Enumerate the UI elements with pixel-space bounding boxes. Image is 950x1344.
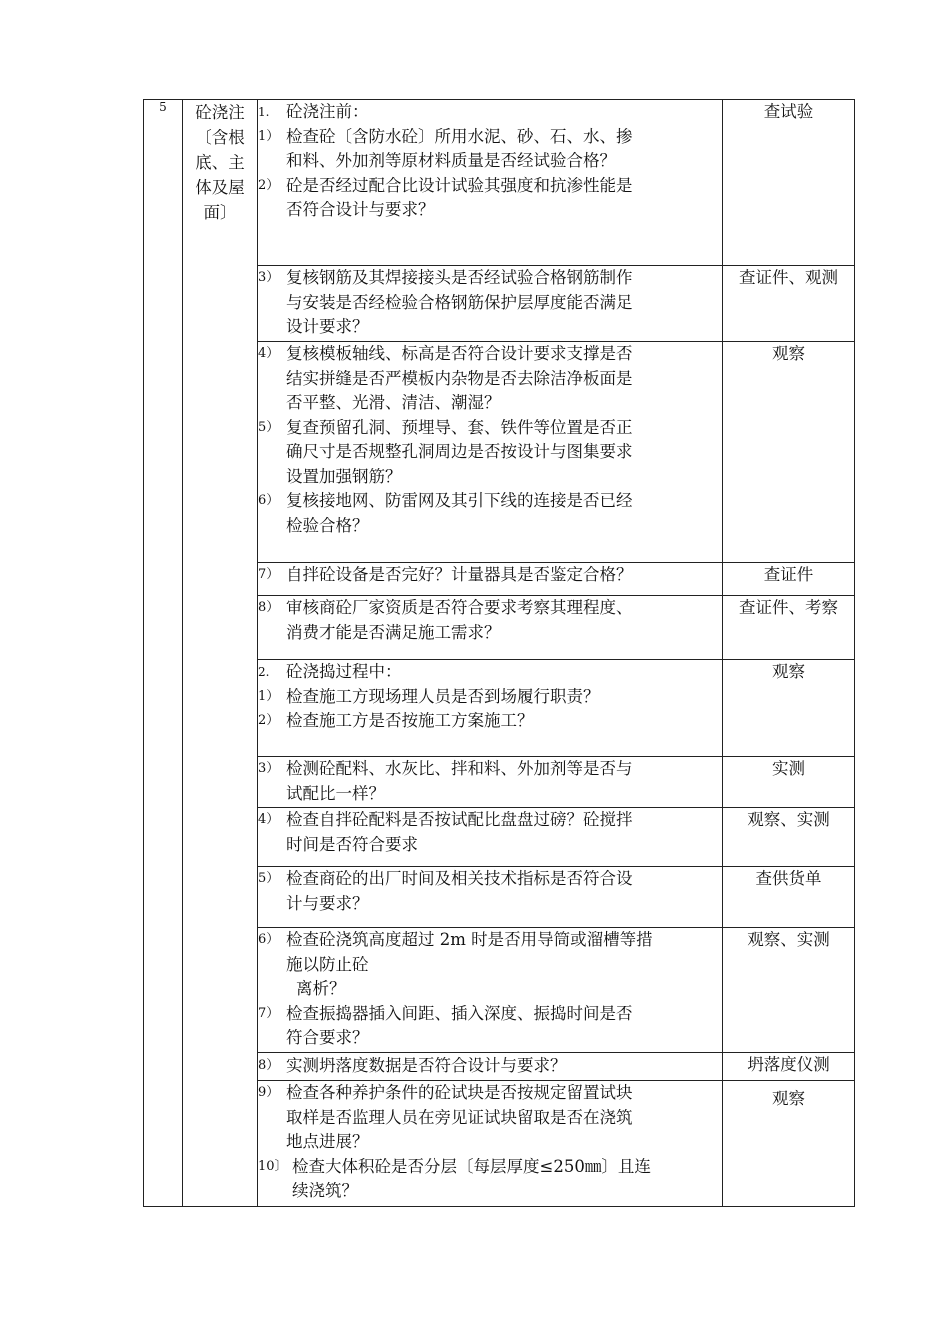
check-method: 查证件 bbox=[723, 563, 855, 596]
check-item: 4） 检查自拌砼配料是否按试配比盘盘过磅？砼搅拌 时间是否符合要求 bbox=[258, 810, 633, 854]
section-number: 1. bbox=[258, 105, 270, 119]
check-item: 7） 检查振捣器插入间距、插入深度、振捣时间是否 符合要求？ bbox=[258, 1003, 633, 1047]
check-item: 5） 复查预留孔洞、预埋导、套、铁件等位置是否正 确尺寸是否规整孔洞周边是否按设计与图集要求 设置加强钢筋？ bbox=[258, 417, 633, 486]
check-content bbox=[258, 342, 723, 563]
check-item: 1） 检查砼〔含防水砼〕所用水泥、砂、石、水、掺 和料、外加剂等原材料质量是否经试验合格？ bbox=[258, 126, 633, 170]
check-item: 4） 复核模板轴线、标高是否符合设计要求支撑是否 结实拼缝是否严模板内杂物是否去除洁净板面是 否平整、光滑、清洁、潮湿？ bbox=[258, 344, 633, 412]
inspection-table bbox=[143, 99, 855, 1207]
item-name-line: 底、主 bbox=[195, 153, 245, 172]
check-method: 查试验 bbox=[723, 100, 855, 266]
check-content bbox=[258, 266, 723, 342]
row-number: 5 bbox=[144, 100, 183, 1207]
check-content bbox=[258, 757, 723, 808]
check-item: 3） 复核钢筋及其焊接接头是否经试验合格钢筋制作 与安装是否经检验合格钢筋保护层厚度能否满足 设计要求？ bbox=[258, 268, 633, 336]
item-name bbox=[183, 100, 258, 1207]
check-content bbox=[258, 867, 723, 928]
check-item: 6） 复核接地网、防雷网及其引下线的连接是否已经 检验合格？ bbox=[258, 491, 633, 535]
section-header bbox=[258, 660, 722, 685]
check-item: 9） 检查各种养护条件的砼试块是否按规定留置试块 取样是否监理人员在旁见证试块留取是否在浇筑 地点进展？ bbox=[258, 1083, 633, 1151]
check-item: 2） 砼是否经过配合比设计试验其强度和抗渗性能是 否符合设计与要求？ bbox=[258, 175, 633, 219]
check-item: 3） 检测砼配料、水灰比、拌和料、外加剂等是否与 试配比一样？ bbox=[258, 759, 633, 803]
check-item: 8） 审核商砼厂家资质是否符合要求考察其理程度、 消费才能是否满足施工需求？ bbox=[258, 598, 633, 642]
check-content bbox=[258, 596, 723, 660]
check-method: 查供货单 bbox=[723, 867, 855, 928]
table-row bbox=[144, 100, 855, 266]
check-method: 实测 bbox=[723, 757, 855, 808]
check-item: 5） 检查商砼的出厂时间及相关技术指标是否符合设 计与要求？ bbox=[258, 869, 633, 913]
section-title: 砼浇捣过程中： bbox=[286, 662, 402, 681]
check-content bbox=[258, 100, 723, 266]
check-method: 坍落度仪测 bbox=[723, 1053, 855, 1081]
check-item: 6） 检查砼浇筑高度超过 2m 时是否用导筒或溜槽等措 施以防止砼 离析？ bbox=[258, 930, 653, 998]
check-method: 观察、实测 bbox=[723, 928, 855, 1053]
check-item: 7） 自拌砼设备是否完好？计量器具是否鉴定合格？ bbox=[258, 565, 633, 584]
check-method: 查证件、考察 bbox=[723, 596, 855, 660]
check-content bbox=[258, 660, 723, 757]
check-content bbox=[258, 1081, 723, 1207]
check-method: 查证件、观测 bbox=[723, 266, 855, 342]
check-content bbox=[258, 928, 723, 1053]
item-name-line: 面〕 bbox=[203, 203, 237, 222]
section-title: 砼浇注前： bbox=[286, 102, 369, 121]
section-header bbox=[258, 100, 722, 125]
check-item: 10〕 检查大体积砼是否分层〔每层厚度≤250㎜〕且连 续浇筑？ bbox=[258, 1156, 651, 1200]
item-name-line: 体及屋 bbox=[195, 178, 245, 197]
check-method: 观察 bbox=[723, 342, 855, 563]
item-name-line: 砼浇注 bbox=[195, 103, 245, 122]
section-number: 2. bbox=[258, 665, 270, 679]
check-method: 观察 bbox=[723, 660, 855, 757]
item-name-line: 〔含根 bbox=[195, 128, 245, 147]
check-content bbox=[258, 1053, 723, 1081]
check-item: 1） 检查施工方现场理人员是否到场履行职责？ bbox=[258, 686, 600, 706]
check-item: 8） 实测坍落度数据是否符合设计与要求？ bbox=[258, 1056, 567, 1075]
check-content bbox=[258, 563, 723, 596]
check-method: 观察、实测 bbox=[723, 808, 855, 867]
check-content bbox=[258, 808, 723, 867]
check-method: 观察 bbox=[723, 1081, 855, 1207]
check-item: 2） 检查施工方是否按施工方案施工？ bbox=[258, 711, 534, 730]
